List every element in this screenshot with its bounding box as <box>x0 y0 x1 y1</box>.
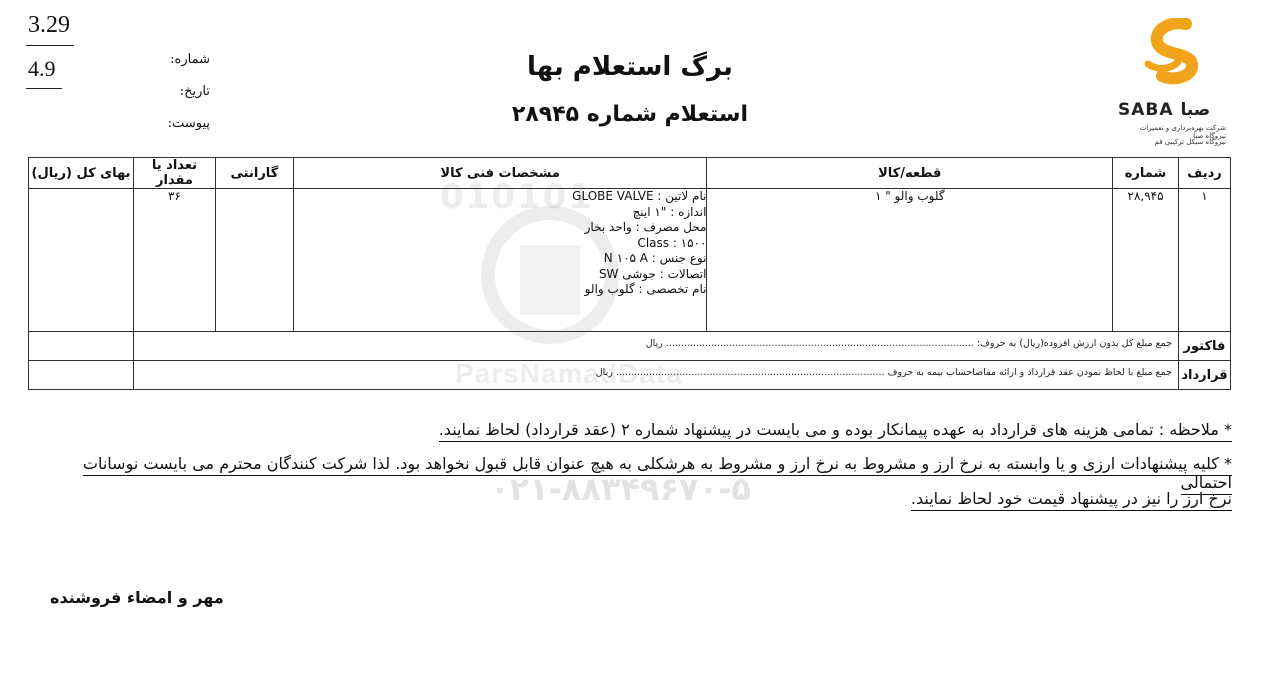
factor-text: جمع مبلغ کل بدون ارزش افزوده(ریال) به حروف: ...................................................................................................... ریال <box>133 332 1178 361</box>
table-row <box>29 189 1231 332</box>
note-text: * ملاحظه : تمامی هزینه های قرارداد به عهده پیمانکار بوده و می بایست در پیشنهاد شماره ۲ (عقد قرارداد) لحاظ نمایند. <box>439 420 1232 442</box>
row-index: ۱ <box>1179 189 1231 332</box>
note-currency <box>52 454 1232 492</box>
number-label: شماره: <box>170 52 210 67</box>
date-label: تاریخ: <box>179 84 210 99</box>
column-header: گارانتی <box>215 158 293 189</box>
factor-label: فاکتور <box>1179 332 1231 361</box>
row-quantity: ۳۶ <box>133 189 215 332</box>
divider <box>26 88 62 89</box>
logo-company-name: شرکت بهره‌برداری و تعمیرات نیروگاه صبا <box>1139 124 1226 140</box>
column-header: ردیف <box>1179 158 1231 189</box>
row-item: گلوب والو " ۱ <box>707 189 1113 332</box>
page-title: برگ استعلام بها <box>527 52 733 82</box>
factor-row <box>29 332 1231 361</box>
note-contract-costs <box>52 420 1232 439</box>
contract-label: قرارداد <box>1179 361 1231 390</box>
column-header: مشخصات فنی کالا <box>293 158 707 189</box>
watermark-brand: ParsNamadData <box>455 358 683 389</box>
spec-line: اتصالات : جوشی SW <box>598 266 707 281</box>
watermark-digits: 010101 <box>440 177 594 217</box>
spec-line: نوع جنس : N ۱۰۵ A <box>603 251 707 265</box>
row-warranty <box>215 189 293 332</box>
column-header: تعداد یا مقدار <box>133 158 215 189</box>
corner-number-bottom: 4.9 <box>28 56 56 81</box>
factor-total-cell <box>29 332 134 361</box>
price-inquiry-table <box>28 157 1231 390</box>
row-number: ۲۸,۹۴۵ <box>1113 189 1179 332</box>
column-header: شماره <box>1113 158 1179 189</box>
column-header: قطعه/کالا <box>707 158 1113 189</box>
seller-signature-label: مهر و امضاء فروشنده <box>50 588 224 607</box>
spec-line: نام لاتین : GLOBE VALVE <box>572 189 707 203</box>
spec-line: اندازه : "۱ اینچ <box>632 204 707 219</box>
spec-line: محل مصرف : واحد بخار <box>584 220 707 234</box>
contract-text: جمع مبلغ با لحاظ نمودن عقد قرارداد و ارائه مفاصاحساب بیمه به حروف ......................................................................................... ریال <box>133 361 1178 390</box>
note-text: * کلیه پیشنهادات ارزی و یا وابسته به نرخ ارز و مشروط به نرخ ارز و مشروط به هرشکلی به هیچ عنوان قابل قبول نخواهد بود. لذا شرکت کنندگان محترم می بایست نوسانات احتمالی <box>83 454 1232 495</box>
note-currency-continued <box>52 489 1232 508</box>
contract-row <box>29 361 1231 390</box>
logo-wordmark: SABA صبا <box>1118 100 1211 120</box>
logo-plant-name: نیروگاه سیکل ترکیبی قم <box>1154 138 1226 146</box>
row-total <box>29 189 134 332</box>
watermark-phone: ۰۲۱-۸۸۳۴۹۶۷۰-۵ <box>490 470 751 508</box>
saba-logo-icon <box>1138 18 1210 94</box>
page-subtitle: استعلام شماره ۲۸۹۴۵ <box>511 102 749 127</box>
corner-number-top: 3.29 <box>28 12 70 38</box>
column-header: بهای کل (ریال) <box>29 158 134 189</box>
spec-line: نام تخصصی : گلوب والو <box>584 282 707 296</box>
contract-total-cell <box>29 361 134 390</box>
note-text: نرخ ارز را نیز در پیشنهاد قیمت خود لحاظ نمایند. <box>911 489 1232 511</box>
row-specs <box>293 189 707 332</box>
attachment-label: پیوست: <box>167 116 210 131</box>
spec-line: Class : ۱۵۰۰ <box>637 235 707 250</box>
divider <box>26 45 74 46</box>
table-header-row <box>29 158 1231 189</box>
